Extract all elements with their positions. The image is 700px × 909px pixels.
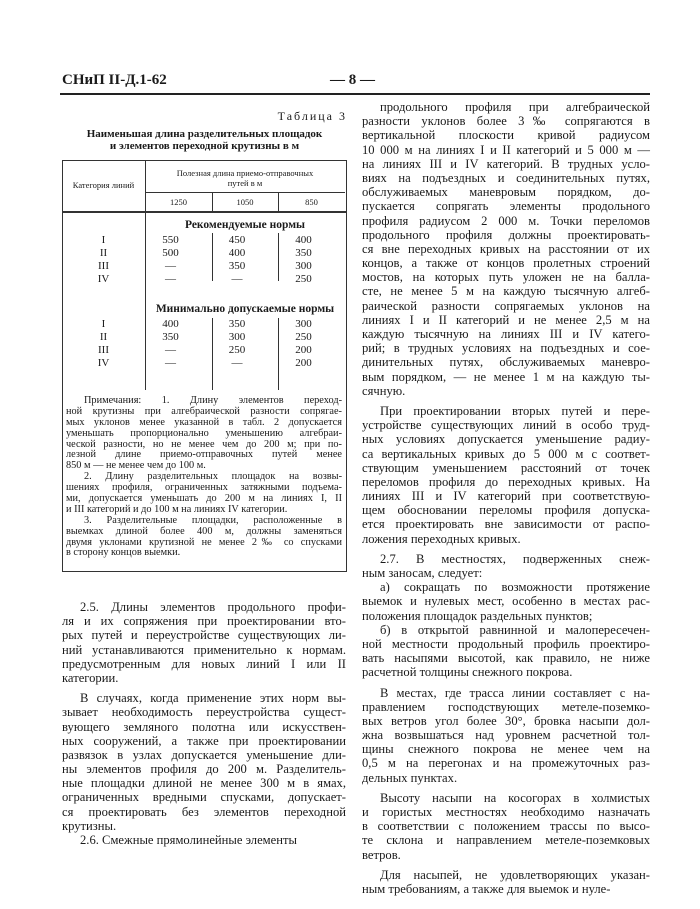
text-line: а) сокращать по возможности протяжение (380, 580, 650, 595)
value-cell: 400 (162, 318, 179, 330)
text-line: сячную. (362, 383, 406, 398)
text-line: ложения переходных кривых. (362, 531, 521, 546)
text-line: сте, не менее 5 м на каждую тысячную алгеб- (362, 284, 650, 299)
value-cell: — (165, 344, 176, 356)
category-cell: IV (97, 357, 110, 369)
text-line: Примечания: 1. Длину элементов переход- (84, 395, 342, 406)
text-line: В местах, где трасса линии составляет с на- (380, 685, 650, 700)
table-notes (66, 396, 342, 559)
paragraph (362, 552, 650, 580)
header-rule (60, 93, 650, 95)
paragraph (66, 472, 342, 516)
value-cell: 350 (162, 331, 179, 343)
column-header-1050: 1050 (236, 197, 254, 207)
text-line: ется проектировать вне зависимости от распо- (362, 517, 650, 532)
right-column (362, 100, 650, 896)
text-line: предусмотренным для новых линий I или II (62, 656, 346, 671)
text-line: и гористых местностях необходимо назначать (362, 805, 650, 819)
text-line: обслуживаемых маневровым порядком, до- (362, 185, 650, 200)
category-cell: II (99, 247, 108, 259)
text-line: те склона и направлением метеле-поземковых (362, 833, 650, 848)
value-cell: 350 (228, 260, 246, 272)
text-line: ной местности продольный профиль проектиро- (362, 636, 650, 651)
text-line: ной крутизны при алгебраической разности сопрягае- (66, 405, 342, 417)
text-line: рий; в трудных условиях на подъездных и сое- (362, 341, 650, 356)
paragraph (62, 691, 346, 833)
category-cell: III (98, 260, 109, 272)
text-line: ных сооружений, а также при проектировании (62, 733, 346, 748)
text-line: Для насыпей, не удовлетворяющих указан- (380, 867, 650, 882)
page-number: — 8 — (330, 72, 375, 88)
value-cell: 200 (295, 357, 312, 369)
column-header-850: 850 (305, 197, 318, 207)
text-line: ля и их сопряжения при проектировании вто- (62, 614, 346, 629)
text-line: вым порядком, — не менее 1 м на каждую ты- (362, 369, 650, 384)
text-line: 850 м — не менее чем до 100 м. (66, 460, 206, 472)
text-line: в соответствии с положением трассы по высо- (362, 819, 650, 834)
text-line: ных условиях допускается уменьшение радиу- (362, 432, 650, 447)
text-line: концов, а также от концов пролетных строений (362, 256, 650, 271)
table-divider (145, 192, 345, 193)
value-cell: 200 (295, 344, 312, 356)
value-cell: 400 (228, 247, 246, 259)
table-divider (62, 211, 346, 213)
value-cell: — (165, 260, 176, 272)
text-line: вых ветров угол более 30°, бровка насыпи дол- (362, 713, 650, 728)
column-header-1250: 1250 (170, 197, 187, 207)
text-line: ные площадки длиной не менее 300 м в ямах, (62, 776, 346, 791)
value-cell: — (231, 357, 243, 369)
text-line: ся проектировать без элементов переходной (62, 804, 346, 819)
text-line: правлением господствующих метеле-поземко- (362, 699, 650, 714)
text-line: каждую тысячную на линиях III и IV катего- (362, 327, 650, 341)
text-line: продольного профиля должны проектировать- (362, 227, 650, 242)
caption-line: Наименьшая длина разделительных площадок (86, 128, 323, 140)
text-line: ным заносам, следует: (362, 566, 483, 580)
value-cell: 250 (295, 331, 312, 343)
value-cell: — (165, 273, 176, 285)
category-cell: IV (97, 273, 110, 285)
text-line: выемок и нулевых мест, особенно в местах рас- (362, 594, 650, 609)
table-caption (62, 128, 347, 152)
text-line: крутизны. (62, 818, 117, 833)
text-line: 3. Разделительные площадки, расположенные в (84, 514, 342, 526)
value-cell: 400 (295, 234, 312, 246)
text-line: в сторону концов выемки. (66, 547, 181, 559)
value-cell: 350 (228, 318, 246, 330)
text-line: щины снежного покрова не менее чем на (362, 742, 650, 757)
value-cell: 350 (295, 247, 312, 259)
document-code: СНиП II-Д.1-62 (62, 72, 167, 88)
text-line: мых уклонов менее указанной в табл. 2 допускается (66, 416, 342, 428)
text-line: 2.5. Длины элементов продольного профи- (80, 600, 346, 614)
category-cell: I (101, 234, 106, 246)
text-line: 0,5 м на перегонах и на промежуточных раз- (362, 756, 650, 771)
text-line: линиях III и IV категорий при соответствую- (362, 489, 650, 504)
paragraph (362, 580, 650, 623)
text-line: разности уклонов более 3‰ сопрягаются в (362, 114, 650, 129)
text-line: зывает необходимость переустройства сущест- (62, 705, 346, 720)
text-line: ческой разности, но не менее чем до 200 м; при по- (66, 438, 342, 450)
text-line: уменьшать пропорционально уменьшению алгебраи- (66, 427, 342, 439)
text-line: ны элементов профиля до 200 м. Разделитель- (62, 762, 346, 777)
text-line: раической разности сопрягаемых уклонов на (362, 298, 650, 313)
text-line: мостов, на которых путь уложен не на балла- (362, 270, 650, 285)
section-title: Минимально допускаемые нормы (155, 303, 335, 315)
text-line: дельных пунктах. (362, 770, 458, 785)
text-line: жна возвышаться над уровнем расчетной тол- (362, 728, 650, 743)
paragraph (362, 100, 650, 398)
value-cell: 550 (162, 234, 179, 246)
value-cell: 250 (295, 273, 312, 285)
category-cell: II (99, 331, 108, 343)
text-line: рых путей и переустройстве существующих ли- (62, 628, 346, 643)
text-line: шениях профиля, ограниченных затяжными подъема- (66, 482, 342, 494)
text-line: ограниченных вредными спусками, допускает- (62, 790, 346, 805)
value-cell: 250 (228, 344, 246, 356)
text-line: При проектировании вторых путей и пере- (380, 403, 650, 418)
paragraph (362, 404, 650, 546)
text-line: линиях I и II категорий и не менее 2,5 м на (362, 312, 650, 327)
text-line: ний устанавливаются применительно к нормам. (62, 642, 346, 657)
value-cell: 300 (295, 318, 312, 330)
text-line: динительных путях, обслуживаемых маневро- (362, 355, 650, 370)
text-line: са вертикальных кривых до 5 000 м с соответ- (362, 446, 650, 461)
text-line: виях на подъездных и соединительных путях, (362, 170, 650, 185)
text-line: профиля радиусом 2 000 м. Точки переломов (362, 213, 650, 228)
paragraph (62, 833, 346, 847)
text-line: ствующим уменьшением расстояний от точек (362, 460, 650, 475)
text-line: 2.7. В местностях, подверженных снеж- (380, 551, 650, 566)
value-cell: — (165, 357, 176, 369)
category-cell: I (101, 318, 106, 330)
value-cell: — (231, 273, 243, 285)
column-header-category: Категория линий (72, 180, 135, 190)
paragraph (362, 868, 650, 896)
paragraph (66, 396, 342, 472)
paragraph (362, 791, 650, 862)
category-cell: III (98, 344, 109, 356)
paragraph (62, 600, 346, 685)
text-line: пускается сопрягать элементы продольного (362, 199, 650, 214)
section-title: Рекомендуемые нормы (184, 219, 306, 231)
text-line: 2.6. Смежные прямолинейные элементы (80, 833, 297, 847)
text-line: на линиях III и IV категорий. В трудных усло- (362, 156, 650, 171)
text-line: вать насыпями высотой, как правило, не ниже (362, 651, 650, 666)
text-line: Высоту насыпи на косогорах в холмистых (380, 790, 650, 805)
text-line: переломов профиля до переходных кривых. На (362, 474, 650, 489)
text-line: щем обосновании переломы профиля допуска- (362, 503, 650, 518)
text-line: лезной длине приемо-отправочных путей менее (66, 449, 342, 461)
left-column (62, 600, 346, 847)
text-line: категории. (62, 670, 119, 685)
paragraph (66, 516, 342, 560)
text-line: устройстве существующих линий в особо труд- (362, 418, 650, 433)
paragraph (362, 623, 650, 680)
value-cell: 300 (295, 260, 312, 272)
text-line: вующего земляного полотна или искусствен- (62, 719, 346, 734)
text-line: ми, допускается уменьшать до 200 м на линиях I, II (66, 493, 342, 505)
text-line: продольного профиля при алгебраической (380, 100, 650, 114)
text-line: двумя уклонами крутизной не менее 2‰ со спусками (66, 536, 342, 548)
text-line: вертикальной плоскости кривой радиусом (362, 128, 650, 143)
text-line: 2. Длину разделительных площадок на возвы- (84, 471, 342, 483)
caption-line: и элементов переходной крутизны в м (109, 140, 300, 152)
text-line: ным требованиям, а также для выемок и нуле- (362, 881, 611, 896)
text-line: В случаях, когда применение этих норм вы- (80, 691, 346, 706)
text-line: расчетной толщины снежного покрова. (362, 665, 573, 680)
text-line: положения площадок раздельных пунктов; (362, 608, 593, 623)
text-line: ся вне переходных кривых на расстоянии от их (362, 241, 650, 256)
paragraph (362, 686, 650, 785)
value-cell: 450 (228, 234, 246, 246)
text-line: б) в открытой равнинной и малопересечен- (380, 622, 650, 637)
column-group-header: Полезная длина приемо-отправочных путей в м (176, 168, 314, 188)
value-cell: 500 (162, 247, 179, 259)
text-line: развязок в узлах допускается уменьшение дли- (62, 747, 346, 762)
text-line: 10 000 м на линиях I и II категорий и 5 000 м — (362, 142, 650, 157)
value-cell: 300 (228, 331, 246, 343)
text-line: выемках длиной более 400 м, должны заменяться (66, 525, 342, 537)
text-line: и III категорий и до 100 м на линиях IV категории. (66, 503, 288, 515)
text-line: ветров. (362, 847, 401, 862)
table-label: Таблица 3 (277, 109, 347, 123)
